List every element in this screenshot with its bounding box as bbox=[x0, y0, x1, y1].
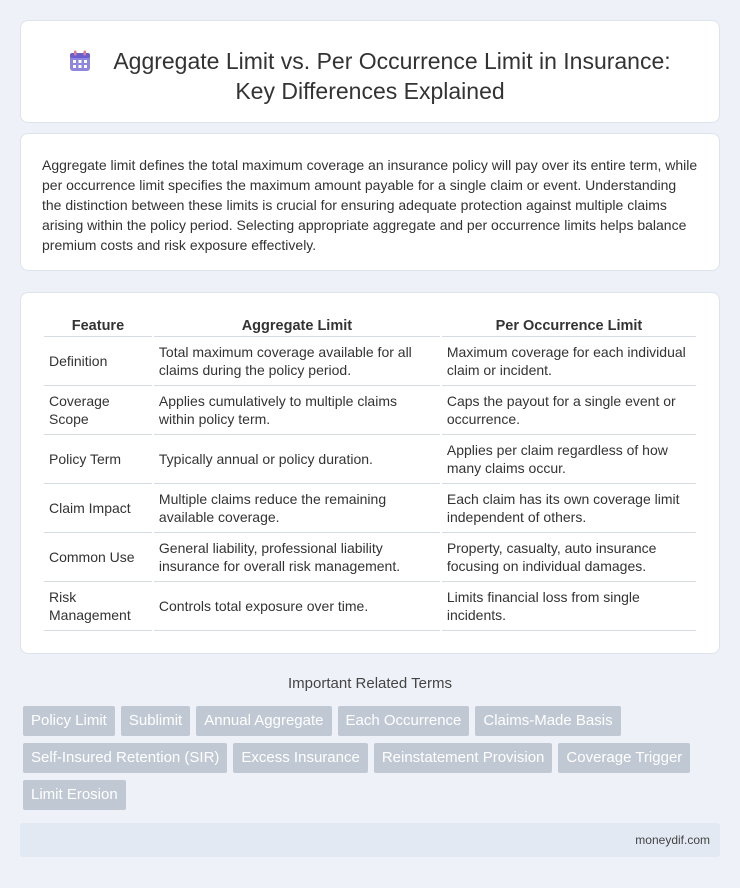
footer-site[interactable]: moneydif.com bbox=[635, 833, 710, 847]
title-line-2: Key Differences Explained bbox=[235, 78, 505, 104]
tag-limit-erosion[interactable]: Limit Erosion bbox=[23, 780, 126, 810]
header-feature: Feature bbox=[44, 313, 152, 337]
title-line-1: Aggregate Limit vs. Per Occurrence Limit in Insurance: bbox=[113, 48, 671, 74]
comparison-card bbox=[20, 292, 720, 654]
intro-paragraph: Aggregate limit defines the total maximum coverage an insurance policy will pay over its entire term, while per occurrence limit specifies the maximum amount payable for a single claim or event. Understanding the distinction between these limits is crucial for ensuring adequate protection against multiple claims arising within the policy period. Selecting appropriate aggregate and per occurrence limits helps balance premium costs and risk exposure effectively. bbox=[42, 157, 698, 253]
feature-cell: Definition bbox=[44, 337, 152, 386]
feature-cell: Common Use bbox=[44, 533, 152, 582]
header-per-occurrence: Per Occurrence Limit bbox=[442, 313, 696, 337]
table-header-row bbox=[44, 313, 696, 337]
table-row bbox=[44, 337, 696, 386]
tag-annual-aggregate[interactable]: Annual Aggregate bbox=[196, 706, 331, 736]
feature-cell: Risk Management bbox=[44, 582, 152, 631]
tag-sublimit[interactable]: Sublimit bbox=[121, 706, 190, 736]
header-aggregate: Aggregate Limit bbox=[154, 313, 440, 337]
aggregate-cell: Total maximum coverage available for all claims during the policy period. bbox=[154, 337, 440, 386]
tag-reinstatement-provision[interactable]: Reinstatement Provision bbox=[374, 743, 553, 773]
aggregate-cell: Typically annual or policy duration. bbox=[154, 435, 440, 484]
tag-self-insured-retention[interactable]: Self-Insured Retention (SIR) bbox=[23, 743, 227, 773]
aggregate-cell: General liability, professional liability insurance for overall risk management. bbox=[154, 533, 440, 582]
per-occurrence-cell: Each claim has its own coverage limit independent of others. bbox=[442, 484, 696, 533]
calendar-icon bbox=[69, 50, 91, 72]
table-row bbox=[44, 533, 696, 582]
intro-card bbox=[20, 133, 720, 271]
tag-coverage-trigger[interactable]: Coverage Trigger bbox=[558, 743, 690, 773]
tag-claims-made-basis[interactable]: Claims-Made Basis bbox=[475, 706, 620, 736]
related-terms-list bbox=[23, 706, 703, 810]
per-occurrence-cell: Maximum coverage for each individual claim or incident. bbox=[442, 337, 696, 386]
tag-each-occurrence[interactable]: Each Occurrence bbox=[338, 706, 470, 736]
tag-excess-insurance[interactable]: Excess Insurance bbox=[233, 743, 367, 773]
page-title bbox=[21, 46, 719, 106]
feature-cell: Policy Term bbox=[44, 435, 152, 484]
comparison-table bbox=[42, 313, 698, 631]
tag-policy-limit[interactable]: Policy Limit bbox=[23, 706, 115, 736]
per-occurrence-cell: Property, casualty, auto insurance focusing on individual damages. bbox=[442, 533, 696, 582]
related-terms-title: Important Related Terms bbox=[288, 675, 452, 692]
aggregate-cell: Controls total exposure over time. bbox=[154, 582, 440, 631]
per-occurrence-cell: Limits financial loss from single incidents. bbox=[442, 582, 696, 631]
per-occurrence-cell: Applies per claim regardless of how many claims occur. bbox=[442, 435, 696, 484]
table-row bbox=[44, 484, 696, 533]
footer bbox=[20, 823, 720, 857]
feature-cell: Coverage Scope bbox=[44, 386, 152, 435]
per-occurrence-cell: Caps the payout for a single event or occurrence. bbox=[442, 386, 696, 435]
table-row bbox=[44, 582, 696, 631]
aggregate-cell: Applies cumulatively to multiple claims within policy term. bbox=[154, 386, 440, 435]
aggregate-cell: Multiple claims reduce the remaining available coverage. bbox=[154, 484, 440, 533]
feature-cell: Claim Impact bbox=[44, 484, 152, 533]
title-card bbox=[20, 20, 720, 123]
table-row bbox=[44, 435, 696, 484]
table-row bbox=[44, 386, 696, 435]
